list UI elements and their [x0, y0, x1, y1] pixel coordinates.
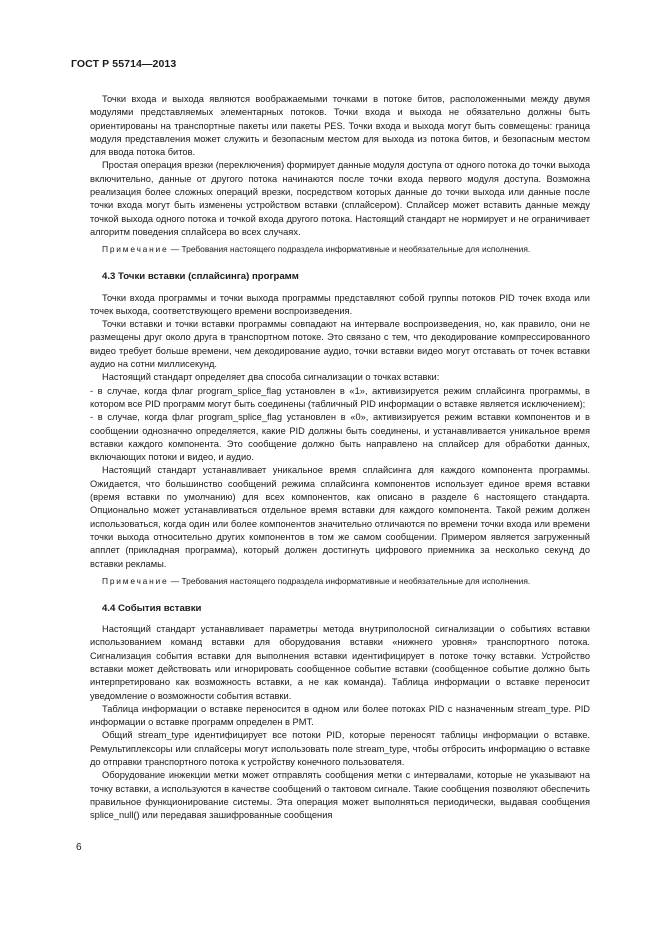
- note-text: — Требования настоящего подраздела информативные и необязательные для исполнения.: [168, 575, 531, 586]
- document-header: ГОСТ Р 55714—2013: [71, 58, 177, 70]
- list-item: - в случае, когда флаг program_splice_flag установлен в «0», активизируется режим вставки компонентов и в сообщении однозначно определяется, какие PID должны быть соединены, и устанавливается уникальное время вставки каждого компонента. Это сообщение должно быть направлено на сплайсер для обработки данных, включающих потоки и видео, и аудио.: [90, 412, 590, 463]
- section-heading-4-4: 4.4 События вставки: [102, 602, 202, 614]
- note: [90, 575, 590, 587]
- paragraph: Настоящий стандарт устанавливает уникальное время сплайсинга для каждого компонента программы. Ожидается, что большинство сообщений режима сплайсинга компонентов использует единое время вставки (время вставки по умолчанию) для всех компонентов, как описано в разделе 6 настоящего стандарта. Опционально может устанавливаться отдельное время вставки для каждого компонента. Такой режим должен использоваться, когда один или более компонентов значительно отличаются по времени точки входа или времени точки выхода относительно других компонентов в том же самом сообщении. Примером является загруженный апплет (прикладная программа), который должен достигнуть цифрового приемника за несколько секунд до вставки рекламы.: [90, 465, 590, 569]
- note-text: — Требования настоящего подраздела информативные и необязательные для исполнения.: [168, 244, 531, 255]
- note-label: Примечание: [102, 244, 169, 255]
- list-item: - в случае, когда флаг program_splice_flag установлен в «1», активизируется режим сплайсинга программы, в котором все PID программ могут быть соединены (табличный PID информации о вставке является исключением);: [90, 385, 590, 409]
- paragraph: Настоящий стандарт устанавливает параметры метода внутриполосной сигнализации о событиях вставки использованием команд вставки для оборудования вставки «нижнего уровня» транспортного потока. Сигнализация события вставки для выполнения вставки идентифицирует в потоке точку вставки. Устройство вставки может действовать или игнорировать сообщенное событие вставки (сообщенное событие должно быть интерпретировано как возможность вставки, а не как команда). Таблица информации о вставке переносит уведомление о возможности события вставки.: [90, 624, 590, 701]
- document-body: [90, 93, 590, 823]
- section-heading-4-3: 4.3 Точки вставки (сплайсинга) программ: [102, 271, 299, 283]
- paragraph: Настоящий стандарт определяет два способа сигнализации о точках вставки:: [102, 372, 440, 383]
- paragraph: Таблица информации о вставке переносится в одном или более потоках PID с назначенным stream_type. PID информации о вставке программ определен в PMT.: [90, 703, 590, 728]
- paragraph: Простая операция врезки (переключения) формирует данные модуля доступа от одного потока до точки выхода включительно, данные от другого потока начинаются после точки входа первого модуля доступа. Возможна реализация более сложных операций врезки, посредством которых данные до точки выхода или данные после точки входа могут быть изменены устройством вставки (сплайсером). Сплайсер может вставить данные между точкой выхода одного потока и точкой входа другого потока. Настоящий стандарт не нормирует и не ограничивает алгоритм поведения сплайсера во всех случаях.: [90, 160, 590, 237]
- note: [90, 243, 590, 255]
- paragraph: Точки входа и выхода являются воображаемыми точками в потоке битов, расположенными между двумя модулями представляемых элементарных потоков. Точки входа и выхода не обязательно должны быть ориентированы на транспортные пакеты или пакеты PES. Точки входа и выхода могут быть совмещены: граница модуля представления может служить и безопасным местом для выхода из потока битов, и безопасным местом для ввода потока битов.: [90, 94, 590, 158]
- paragraph: Оборудование инжекции метки может отправлять сообщения метки с интервалами, которые не указывают на точку вставки, а используются в качестве сообщений о тактовом сигнале. Такие сообщения позволяют обеспечить правильное функционирование системы. Эта операция может выполняться периодически, выдавая сообщения splice_null() или передавая зашифрованные сообщения: [90, 770, 590, 821]
- paragraph: Точки вставки и точки вставки программы совпадают на интервале воспроизведения, но, как правило, они не размещены друг около друга в транспортном потоке. Это связано с тем, что декодирование компрессированного видео требует больше времени, чем декодирование аудио, точки вставки видео могут отставать от точек вставки аудио на сотни миллисекунд.: [90, 319, 590, 370]
- paragraph: Общий stream_type идентифицирует все потоки PID, которые переносят таблицы информации о вставке. Ремультиплексоры или сплайсеры могут использовать поле stream_type, чтобы отбросить информацию о вставке до отправки транспортного потока к устройству конечного пользователя.: [90, 730, 590, 768]
- note-label: Примечание: [102, 575, 169, 586]
- page-number: 6: [76, 842, 82, 853]
- paragraph: Точки входа программы и точки выхода программы представляют собой группы потоков PID точек входа или точек выхода, соответствующего времени воспроизведения.: [90, 292, 590, 316]
